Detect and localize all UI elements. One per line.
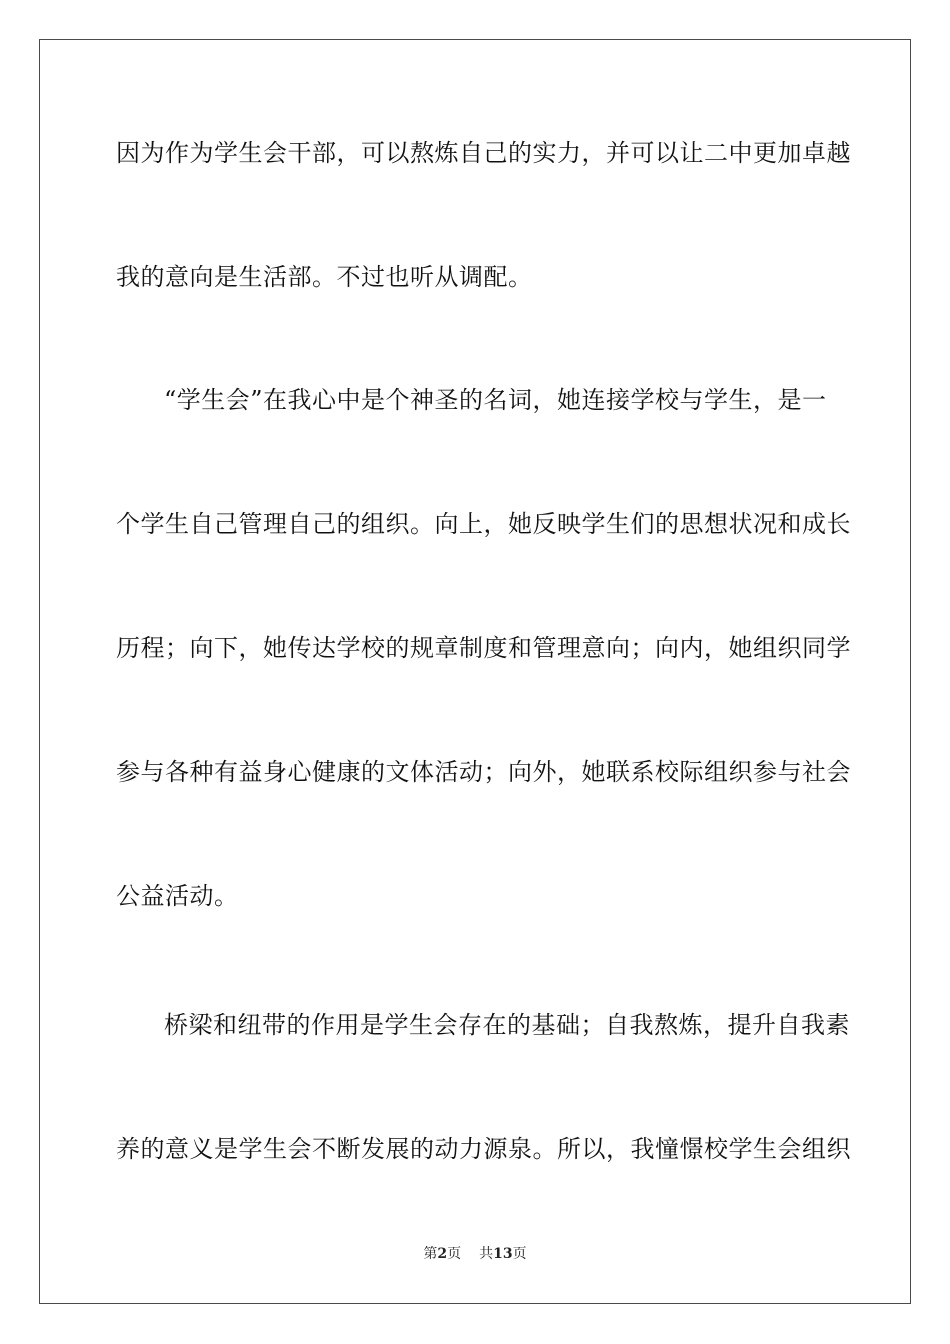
footer-total-prefix: 共	[479, 1246, 494, 1262]
text-line-2: 我的意向是生活部。不过也听从调配。	[116, 263, 533, 291]
footer-page-number: 2	[437, 1246, 448, 1262]
text-line-4: 个学生自己管理自己的组织。向上，她反映学生们的思想状况和成长	[116, 510, 851, 538]
text-line-3: “学生会”在我心中是个神圣的名词，她连接学校与学生，是一	[164, 386, 827, 414]
page-footer	[0, 1245, 950, 1263]
footer-total-suffix: 页	[512, 1246, 527, 1262]
footer-total-number: 13	[493, 1246, 513, 1262]
text-line-6: 参与各种有益身心健康的文体活动；向外，她联系校际组织参与社会	[116, 758, 851, 786]
text-line-8: 桥梁和纽带的作用是学生会存在的基础；自我熬炼，提升自我素	[164, 1011, 850, 1039]
footer-page-prefix: 第	[423, 1246, 438, 1262]
text-line-7: 公益活动。	[116, 882, 239, 910]
footer-page-suffix: 页	[447, 1246, 462, 1262]
text-line-5: 历程；向下，她传达学校的规章制度和管理意向；向内，她组织同学	[116, 634, 851, 662]
text-line-9: 养的意义是学生会不断发展的动力源泉。所以，我憧憬校学生会组织	[116, 1135, 851, 1163]
page-border	[39, 39, 911, 1304]
text-line-1: 因为作为学生会干部，可以熬炼自己的实力，并可以让二中更加卓越	[116, 139, 851, 167]
